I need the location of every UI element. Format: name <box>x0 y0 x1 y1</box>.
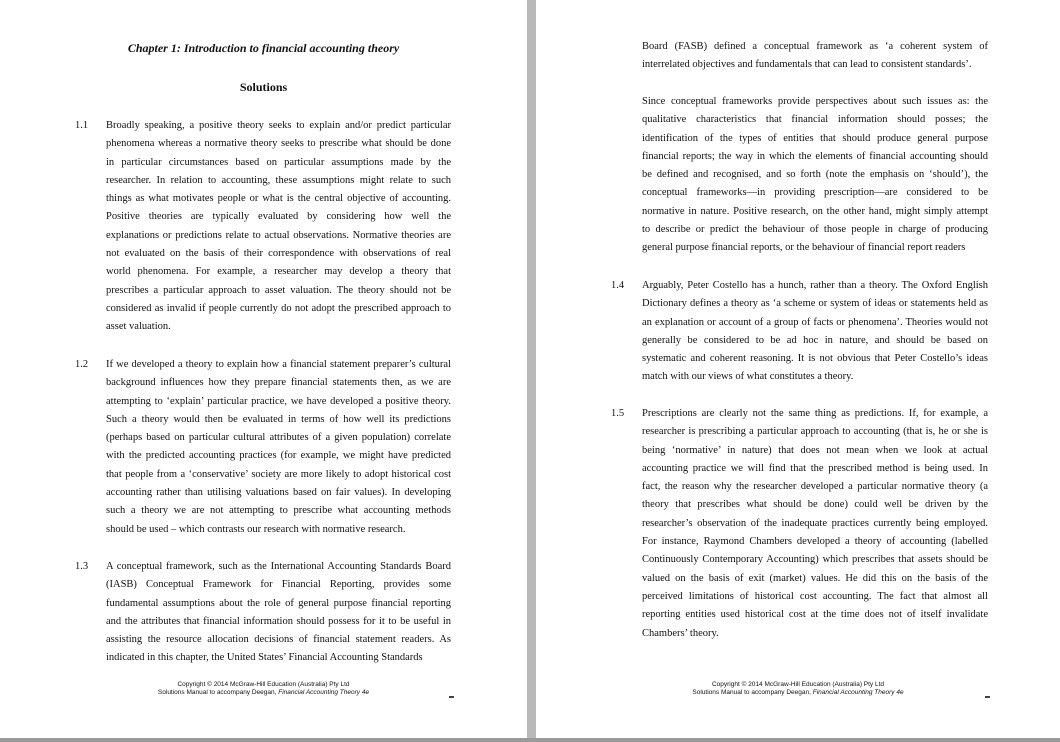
footer-source: Solutions Manual to accompany Deegan, Financial Accounting Theory 4e <box>692 689 904 696</box>
text-line: general purpose financial reports, or the behaviour of financial report readers <box>642 242 966 254</box>
text-line: indicated in this chapter, the United States’ Financial Accounting Standards <box>106 652 423 664</box>
text-line: normative in nature. Positive research, on the other hand, might simply attempt <box>642 205 988 217</box>
text-line: attempting to ‘explain’ particular practice, we have developed a positive theory. <box>106 395 451 407</box>
text-line: assisting the resource allocation decisions of financial statement readers. As <box>106 634 451 646</box>
item-number: 1.3 <box>75 561 89 572</box>
text-line: Continuously Contemporary Accounting) which prescribes that assets should be <box>642 554 988 566</box>
text-line: conceptual frameworks—in providing prescription—are considered to be <box>642 187 988 199</box>
text-line: researcher is prescribing a particular approach to accounting (that is, he or she is <box>642 426 988 438</box>
text-line: researcher’s observation of the inadequate practices currently being employed. <box>642 517 988 529</box>
text-line: systematic and coherent reasoning. It is not obvious that Peter Costello’s ideas <box>642 353 988 365</box>
page-number-mark <box>985 696 990 698</box>
text-line: (perhaps based on particular cultural attributes of a given population) correlate <box>106 432 451 444</box>
text-line: If we developed a theory to explain how a financial statement preparer’s cultural <box>106 359 451 370</box>
page-gap <box>527 0 536 742</box>
text-line: Board (FASB) defined a conceptual framework as ‘a coherent system of <box>642 41 988 52</box>
answer-paragraph <box>642 277 988 387</box>
text-line: Chambers’ theory. <box>642 627 719 639</box>
page-number-mark <box>449 696 454 698</box>
item-number: 1.2 <box>75 359 89 370</box>
text-line: fundamental assumptions about the role of general purpose financial reporting <box>106 597 451 609</box>
text-line: Dictionary defines a theory as ‘a scheme or system of ideas or statements held as <box>642 298 988 310</box>
text-line: explanations or predictions relate to actual observations. Normative theories are <box>106 229 451 241</box>
text-line: Since conceptual frameworks provide perspectives about such issues as: the <box>642 96 988 107</box>
item-number: 1.1 <box>75 120 89 131</box>
text-line: asset valuation. <box>106 321 171 333</box>
text-line: perceived limitations of historical cost accounting. The fact that almost all <box>642 590 988 602</box>
text-line: world phenomena. For example, a researcher may develop a theory that <box>106 266 451 278</box>
text-line: and the attributes that financial information should possess for it to be useful in <box>106 615 451 627</box>
text-line: reporting entities used historical cost at the time does not of itself invalidate <box>642 609 988 621</box>
chapter-title: Chapter 1: Introduction to financial accounting theory <box>127 41 400 55</box>
text-line: valued on the basis of exit (market) values. He did this on the basis of the <box>642 572 988 584</box>
continued-paragraph <box>642 93 988 258</box>
document-page-left <box>0 0 527 738</box>
viewer-bottom-edge <box>0 738 1060 742</box>
page-footer <box>0 681 527 697</box>
text-line: researcher. In relation to accounting, these assumptions might relate to such <box>106 174 451 186</box>
text-line: in particular circumstances based on particular assumptions made by the <box>106 156 451 168</box>
text-line: not evaluated on the basis of their correspondence with observations of real <box>106 248 451 260</box>
text-line: financial reports; the way in which the elements of financial accounting should <box>642 150 988 162</box>
text-line: A conceptual framework, such as the International Accounting Standards Board <box>106 561 451 572</box>
text-line: background influences how they prepare financial statements then, as we are <box>106 377 451 389</box>
answer-paragraph <box>106 117 451 337</box>
answer-paragraph <box>106 356 451 539</box>
text-line: accounting practice we will find that the prescribed method is being used. In <box>642 462 988 474</box>
text-line: considered as invalid if people currently do not adopt the prescribed approach to <box>106 302 451 314</box>
text-line: such a theory we are not attempting to prescribe what accounting methods <box>106 505 451 517</box>
text-line: Prescriptions are clearly not the same thing as predictions. If, for example, a <box>642 408 988 419</box>
text-line: For instance, Raymond Chambers developed a theory of accounting (labelled <box>642 536 988 548</box>
text-line: match with our views of what constitutes a theory. <box>642 371 854 383</box>
text-line: Arguably, Peter Costello has a hunch, rather than a theory. The Oxford English <box>642 280 988 291</box>
text-line: interrelated objectives and fundamentals that can lead to consistent standards’. <box>642 59 972 71</box>
answer-paragraph <box>642 405 988 643</box>
text-line: to describe or predict the behaviour of those people in charge of producing <box>642 224 988 236</box>
footer-source: Solutions Manual to accompany Deegan, Financial Accounting Theory 4e <box>157 689 370 696</box>
text-line: qualitative characteristics that financial information should posses; the <box>642 114 988 126</box>
text-line: fact, the reason why the researcher developed a particular normative theory (a <box>642 481 988 493</box>
text-line: theory that prescribes what should be done) could well be driven by the <box>642 499 988 511</box>
text-line: be defined and recognised, and so forth (note the emphasis on ‘should’), the <box>642 169 988 181</box>
text-line: with the predicted accounting practices (for example, we might have predicted <box>106 450 451 462</box>
page-footer <box>536 681 1060 697</box>
text-line: prescribes a particular approach to asset valuation. The theory should not be <box>106 284 451 296</box>
continued-paragraph <box>642 38 988 75</box>
text-line: things as what motivates people or what is the central objective of accounting. <box>106 193 451 205</box>
item-number: 1.4 <box>611 280 625 291</box>
item-number: 1.5 <box>611 408 625 419</box>
text-line: Broadly speaking, a positive theory seeks to explain and/or predict particular <box>106 120 451 131</box>
text-line: Positive theories are typically evaluated by considering how well the <box>106 211 451 223</box>
document-page-right <box>536 0 1060 738</box>
text-line: should be used – which contrasts our research with normative research. <box>106 523 406 535</box>
footer-copyright: Copyright © 2014 McGraw-Hill Education (Australia) Pty Ltd <box>711 681 885 688</box>
text-line: phenomena whereas a normative theory seeks to prescribe what should be done <box>106 138 451 150</box>
text-line: an explanation or account of a group of facts or phenomena’. Theories would not <box>642 316 988 328</box>
text-line: being ‘normative’ in nature) that does not mean when we look at actual <box>642 444 988 456</box>
text-line: (IASB) Conceptual Framework for Financial Reporting, provides some <box>106 579 451 591</box>
footer-copyright: Copyright © 2014 McGraw-Hill Education (Australia) Pty Ltd <box>177 681 350 688</box>
text-line: Such a theory would then be evaluated in terms of how well its predictions <box>106 413 451 425</box>
answer-paragraph <box>106 558 451 668</box>
text-line: identification of the types of entities that should produce general purpose <box>642 132 988 144</box>
solutions-heading: Solutions <box>239 80 288 94</box>
text-line: that people from a ‘conservative’ society are more likely to adopt historical cost <box>106 468 451 480</box>
text-line: generally be considered to be ad hoc in nature, and should be based on <box>642 334 988 346</box>
text-line: accounting rather than utilising valuations based on fair values). In developing <box>106 487 451 499</box>
